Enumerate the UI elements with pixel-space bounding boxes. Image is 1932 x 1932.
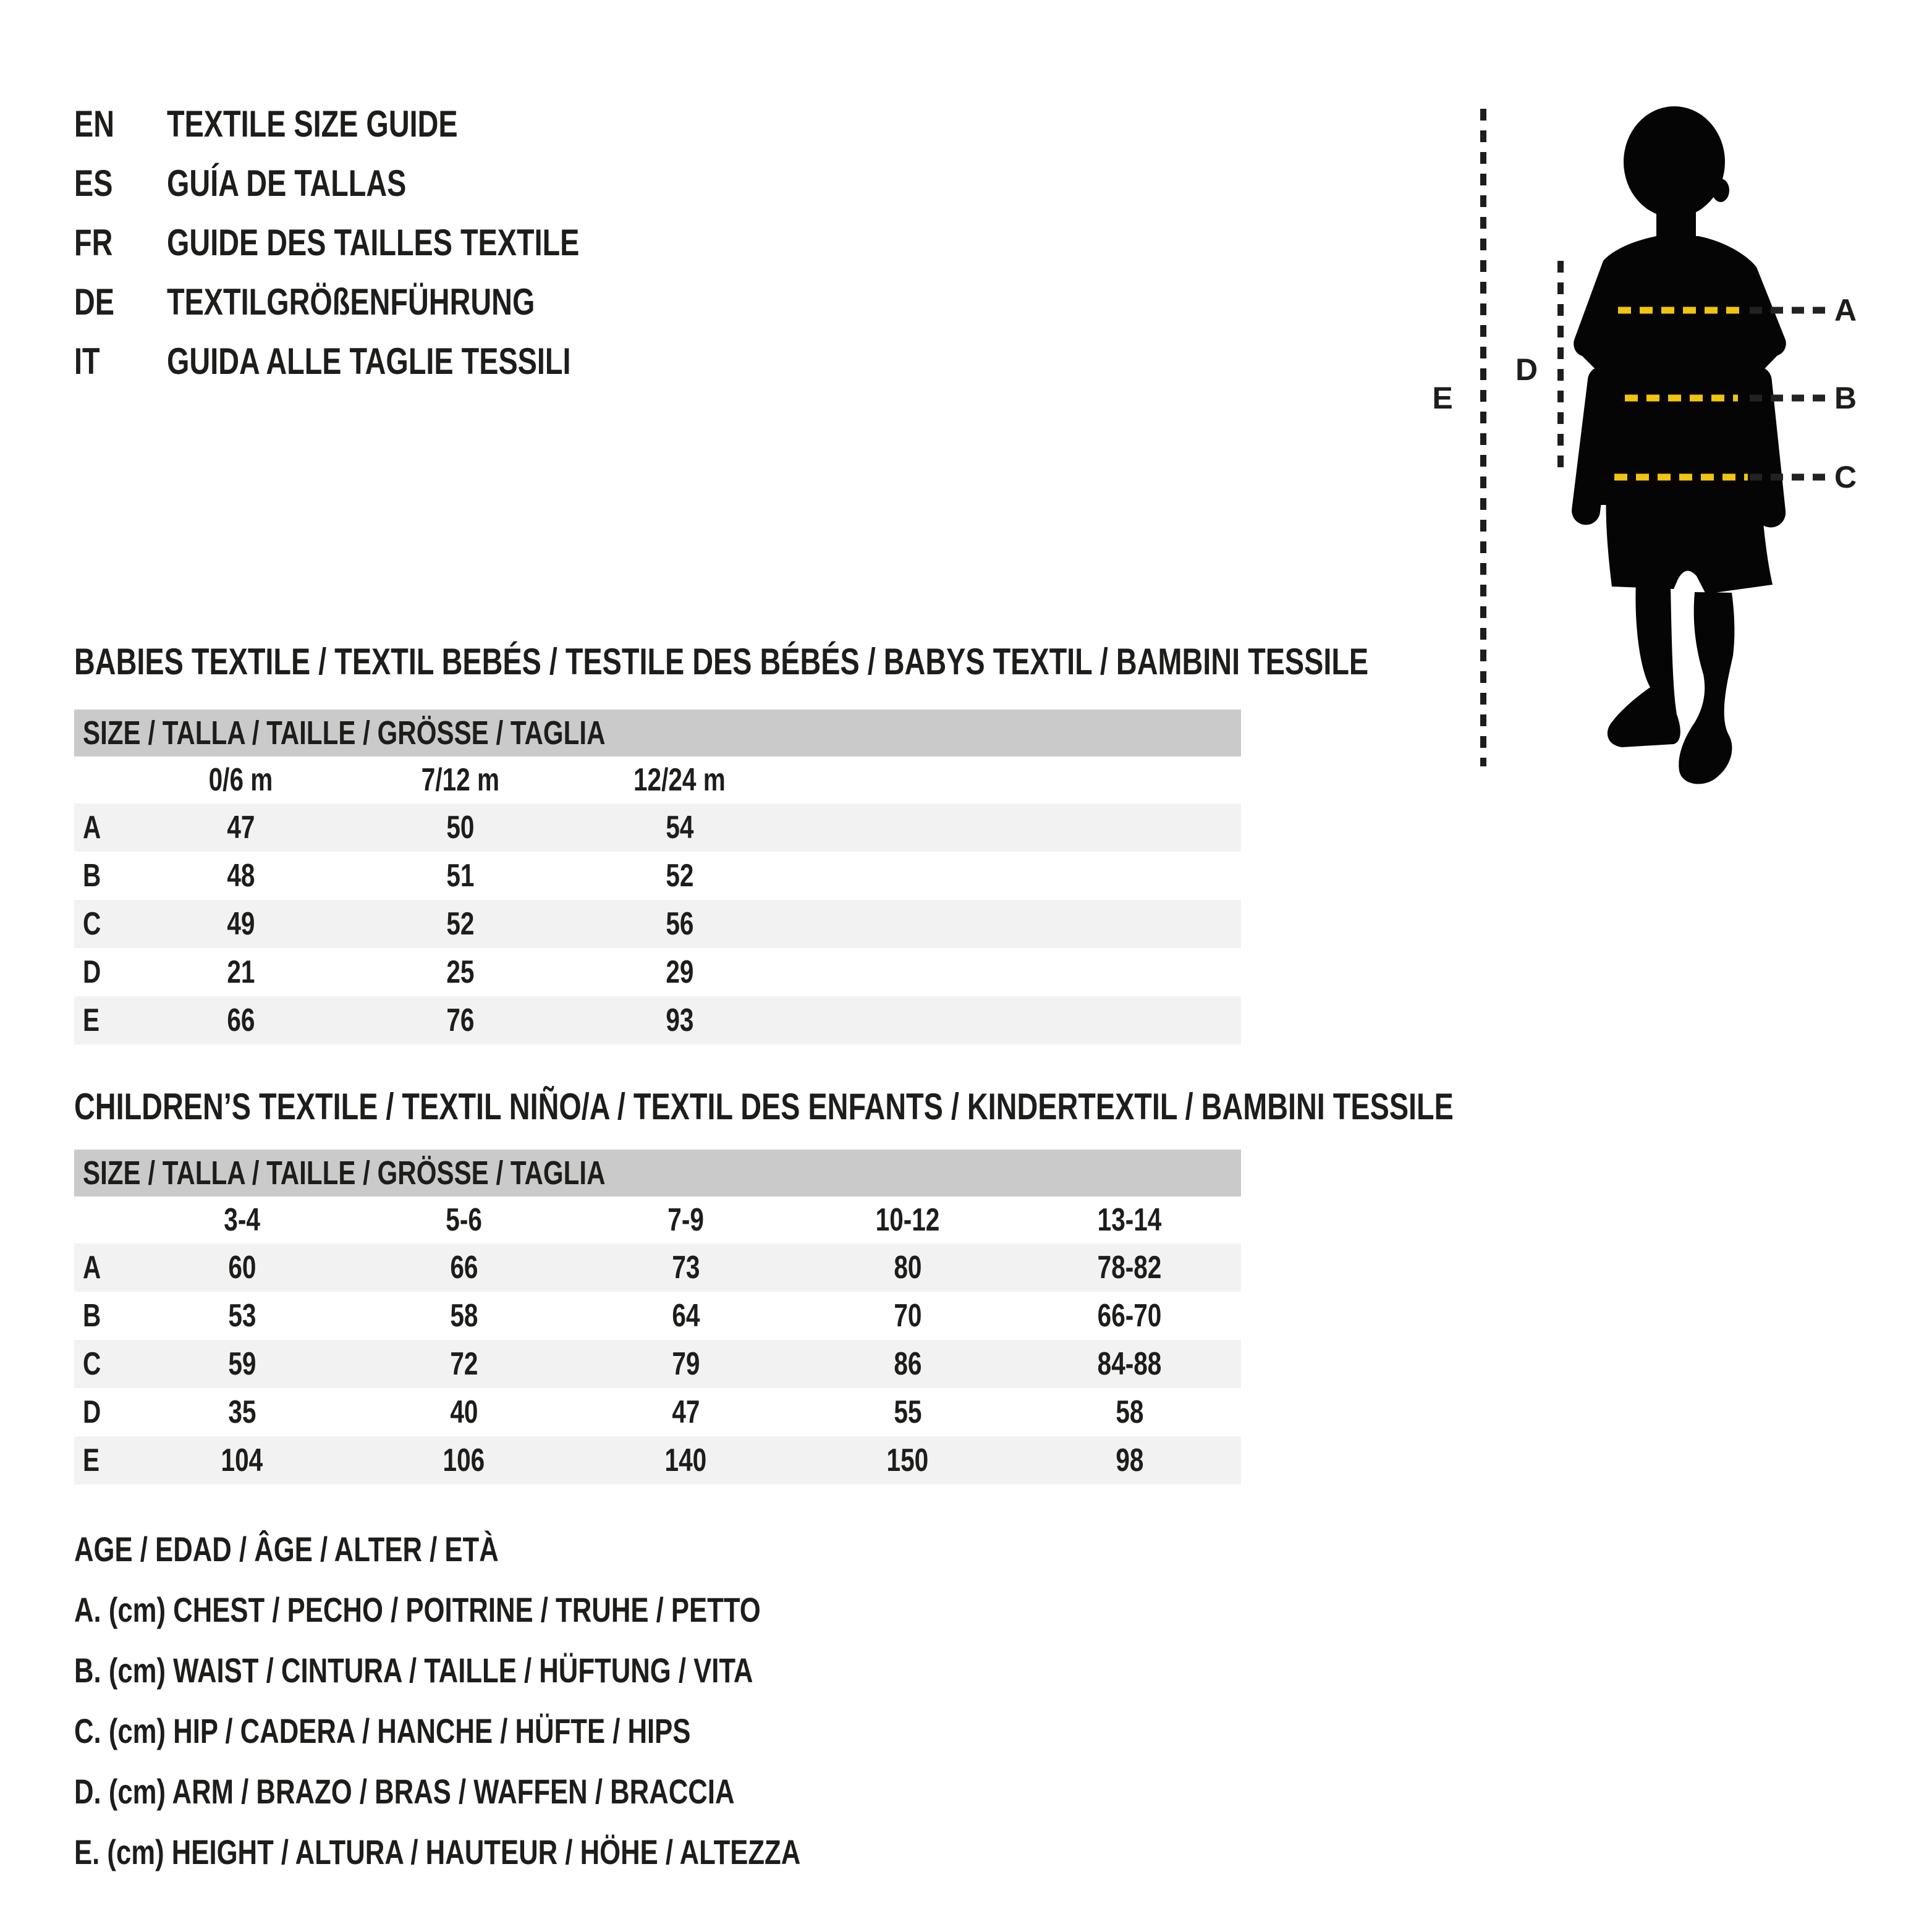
cell-value: 70 xyxy=(893,1298,922,1334)
language-title-list xyxy=(74,94,696,391)
cell-value: 50 xyxy=(446,810,475,845)
cell-value: 53 xyxy=(227,1298,256,1334)
cell-value: 93 xyxy=(665,1002,694,1038)
title-fr: GUIDE DES TAILLES TEXTILE xyxy=(167,221,580,263)
legend-arm-text: D. (cm) ARM / BRAZO / BRAS / WAFFEN / BRACCIA xyxy=(74,1771,735,1811)
table-row xyxy=(74,803,1241,852)
cell-value: 56 xyxy=(665,906,694,942)
babies-col-12-24m: 12/24 m xyxy=(633,762,726,798)
row-label: E xyxy=(83,1443,100,1478)
children-col-5-6: 5-6 xyxy=(446,1202,482,1238)
cell-value: 40 xyxy=(449,1394,478,1430)
babies-section-heading xyxy=(74,640,1734,682)
row-label: D xyxy=(83,1394,101,1430)
cell-value: 66 xyxy=(226,1002,255,1038)
measurement-legend xyxy=(74,1519,1006,1882)
lang-row-es xyxy=(74,153,696,213)
cell-value: 29 xyxy=(665,954,694,990)
legend-hip-text: C. (cm) HIP / CADERA / HANCHE / HÜFTE / HIPS xyxy=(74,1711,691,1750)
table-row xyxy=(74,1292,1241,1340)
legend-height-text: E. (cm) HEIGHT / ALTURA / HAUTEUR / HÖHE / ALTEZZA xyxy=(74,1832,801,1871)
children-size-table xyxy=(74,1150,1241,1485)
row-label: B xyxy=(83,858,101,894)
title-es: GUÍA DE TALLAS xyxy=(167,162,407,204)
legend-height-row xyxy=(74,1821,1006,1882)
row-label: A xyxy=(83,1250,101,1286)
figure-label-a: A xyxy=(1834,293,1857,328)
children-col-10-12: 10-12 xyxy=(875,1202,940,1238)
silhouette-ear xyxy=(1712,179,1729,202)
cell-value: 84-88 xyxy=(1097,1346,1162,1382)
cell-value: 140 xyxy=(664,1443,707,1478)
cell-value: 72 xyxy=(449,1346,478,1382)
cell-value: 52 xyxy=(446,906,475,942)
cell-value: 98 xyxy=(1115,1443,1144,1478)
cell-value: 35 xyxy=(227,1394,256,1430)
legend-age-text: AGE / EDAD / ÂGE / ALTER / ETÀ xyxy=(74,1529,499,1569)
cell-value: 86 xyxy=(893,1346,922,1382)
child-silhouette xyxy=(1570,106,1787,784)
row-label: E xyxy=(83,1002,100,1038)
cell-value: 79 xyxy=(671,1346,700,1382)
cell-value: 106 xyxy=(443,1443,485,1478)
cell-value: 73 xyxy=(671,1250,700,1286)
cell-value: 47 xyxy=(226,810,255,845)
table-row xyxy=(74,996,1241,1044)
lang-code-it: IT xyxy=(74,340,100,382)
lang-row-fr xyxy=(74,213,696,272)
cell-value: 25 xyxy=(446,954,475,990)
children-col-13-14: 13-14 xyxy=(1097,1202,1162,1238)
legend-chest-row xyxy=(74,1579,1006,1640)
children-column-header-row xyxy=(74,1197,1241,1244)
cell-value: 58 xyxy=(449,1298,478,1334)
babies-heading-text: BABIES TEXTILE / TEXTIL BEBÉS / TESTILE DES BÉBÉS / BABYS TEXTIL / BAMBINI TESSILE xyxy=(74,640,1369,682)
lang-row-de xyxy=(74,272,696,331)
cell-value: 52 xyxy=(665,858,694,894)
cell-value: 66-70 xyxy=(1097,1298,1162,1334)
babies-size-header-text: SIZE / TALLA / TAILLE / GRÖSSE / TAGLIA xyxy=(83,714,606,752)
title-de: TEXTILGRÖßENFÜHRUNG xyxy=(167,281,535,323)
cell-value: 21 xyxy=(226,954,255,990)
cell-value: 47 xyxy=(671,1394,700,1430)
children-size-header xyxy=(74,1150,1241,1197)
cell-value: 66 xyxy=(449,1250,478,1286)
children-heading-text: CHILDREN’S TEXTILE / TEXTIL NIÑO/A / TEXTIL DES ENFANTS / KINDERTEXTIL / BAMBINI TESSILE xyxy=(74,1085,1454,1127)
children-size-header-text: SIZE / TALLA / TAILLE / GRÖSSE / TAGLIA xyxy=(83,1155,606,1192)
cell-value: 54 xyxy=(665,810,694,845)
babies-size-table xyxy=(74,710,1241,1044)
legend-waist-row xyxy=(74,1640,1006,1700)
cell-value: 150 xyxy=(886,1443,929,1478)
children-col-7-9: 7-9 xyxy=(667,1202,704,1238)
children-section-heading xyxy=(74,1085,1842,1127)
title-en: TEXTILE SIZE GUIDE xyxy=(167,103,458,145)
cell-value: 59 xyxy=(227,1346,256,1382)
babies-col-0-6m: 0/6 m xyxy=(208,762,273,798)
title-it: GUIDA ALLE TAGLIE TESSILI xyxy=(167,340,571,382)
lang-row-it xyxy=(74,331,696,391)
cell-value: 80 xyxy=(893,1250,922,1286)
lang-row-en xyxy=(74,94,696,153)
row-label: D xyxy=(83,954,101,990)
babies-column-header-row xyxy=(74,756,1241,803)
row-label: A xyxy=(83,810,101,845)
silhouette-shorts xyxy=(1606,488,1773,594)
table-row xyxy=(74,1340,1241,1388)
babies-size-header xyxy=(74,710,1241,756)
legend-hip-row xyxy=(74,1700,1006,1761)
measurement-figure xyxy=(1394,99,1932,791)
cell-value: 76 xyxy=(446,1002,475,1038)
table-row xyxy=(74,1388,1241,1436)
row-label: B xyxy=(83,1298,101,1334)
children-col-3-4: 3-4 xyxy=(224,1202,260,1238)
silhouette-right-leg xyxy=(1679,592,1734,784)
lang-code-de: DE xyxy=(74,281,115,323)
figure-label-e: E xyxy=(1432,381,1453,415)
cell-value: 58 xyxy=(1115,1394,1144,1430)
cell-value: 104 xyxy=(221,1443,263,1478)
legend-chest-text: A. (cm) CHEST / PECHO / POITRINE / TRUHE / PETTO xyxy=(74,1590,761,1629)
table-row xyxy=(74,1244,1241,1292)
cell-value: 55 xyxy=(893,1394,922,1430)
cell-value: 60 xyxy=(227,1250,256,1286)
babies-col-7-12m: 7/12 m xyxy=(421,762,499,798)
row-label: C xyxy=(83,1346,101,1382)
legend-arm-row xyxy=(74,1761,1006,1821)
table-row xyxy=(74,852,1241,900)
legend-age-row xyxy=(74,1519,1006,1579)
figure-label-d: D xyxy=(1515,352,1538,387)
cell-value: 49 xyxy=(226,906,255,942)
row-label: C xyxy=(83,906,101,942)
lang-code-en: EN xyxy=(74,103,115,145)
cell-value: 48 xyxy=(226,858,255,894)
table-row xyxy=(74,948,1241,996)
cell-value: 64 xyxy=(671,1298,700,1334)
lang-code-fr: FR xyxy=(74,221,113,263)
cell-value: 78-82 xyxy=(1097,1250,1162,1286)
lang-code-es: ES xyxy=(74,162,113,204)
figure-label-b: B xyxy=(1834,381,1857,415)
figure-label-c: C xyxy=(1834,460,1857,494)
cell-value: 51 xyxy=(446,858,475,894)
table-row xyxy=(74,900,1241,948)
legend-waist-text: B. (cm) WAIST / CINTURA / TAILLE / HÜFTUNG / VITA xyxy=(74,1650,753,1690)
table-row xyxy=(74,1436,1241,1485)
